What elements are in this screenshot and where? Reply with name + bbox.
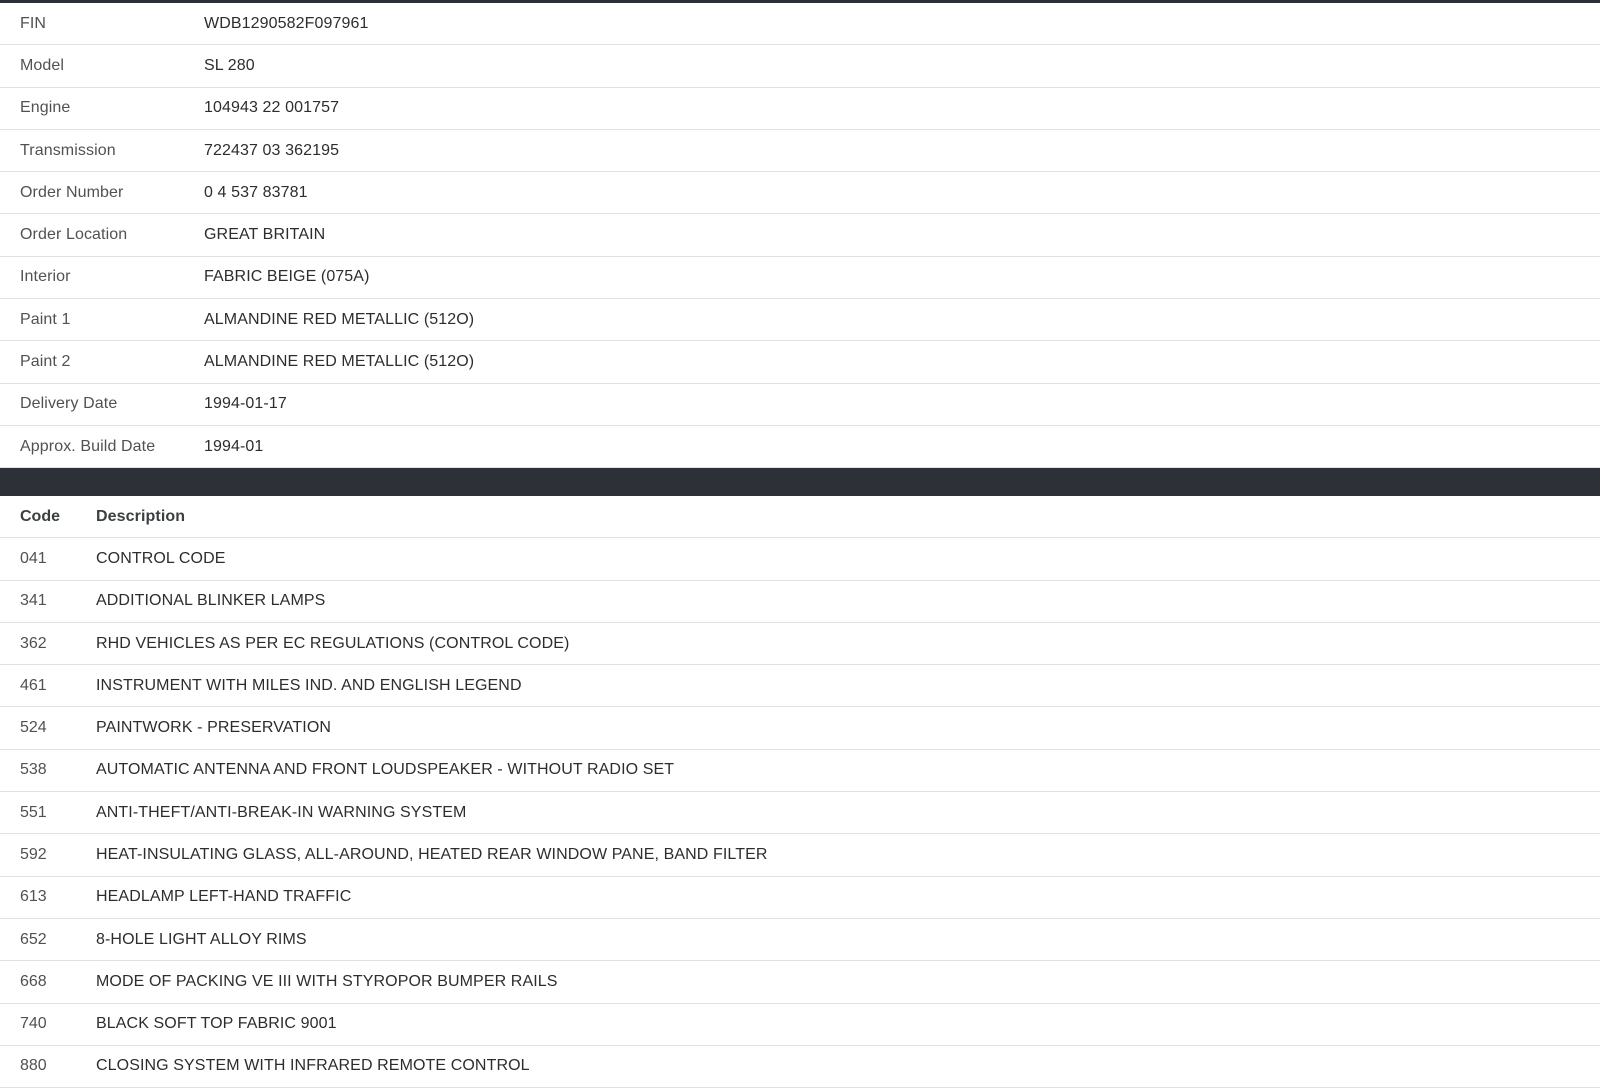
option-code-row xyxy=(0,877,1600,919)
option-description: ADDITIONAL BLINKER LAMPS xyxy=(96,592,326,610)
option-code: 362 xyxy=(20,634,47,652)
field-value: GREAT BRITAIN xyxy=(204,226,326,244)
vehicle-info-row xyxy=(0,384,1600,426)
option-description: PAINTWORK - PRESERVATION xyxy=(96,719,332,737)
option-description: CONTROL CODE xyxy=(96,549,226,567)
field-value: ALMANDINE RED METALLIC (512O) xyxy=(204,310,475,328)
option-description: RHD VEHICLES AS PER EC REGULATIONS (CONTROL CODE) xyxy=(96,634,570,652)
field-value: 104943 22 001757 xyxy=(204,99,340,117)
option-code-row xyxy=(0,665,1600,707)
option-code-row xyxy=(0,538,1600,580)
vehicle-info-row xyxy=(0,341,1600,383)
option-description: 8-HOLE LIGHT ALLOY RIMS xyxy=(96,930,307,948)
option-code-row xyxy=(0,834,1600,876)
option-code-row xyxy=(0,581,1600,623)
option-codes-header-row xyxy=(0,496,1600,538)
vehicle-info-table xyxy=(0,3,1600,468)
option-code: 592 xyxy=(20,845,47,863)
vehicle-info-row xyxy=(0,130,1600,172)
option-code-row xyxy=(0,792,1600,834)
field-value: SL 280 xyxy=(204,56,255,74)
option-description: BLACK SOFT TOP FABRIC 9001 xyxy=(96,1015,337,1033)
vehicle-info-row xyxy=(0,172,1600,214)
option-code-row xyxy=(0,707,1600,749)
option-description: ANTI-THEFT/ANTI-BREAK-IN WARNING SYSTEM xyxy=(96,803,467,821)
field-value: WDB1290582F097961 xyxy=(204,14,369,32)
option-code-row xyxy=(0,919,1600,961)
option-code: 652 xyxy=(20,930,47,948)
option-code: 551 xyxy=(20,803,47,821)
vehicle-info-row xyxy=(0,214,1600,256)
option-code-row xyxy=(0,1004,1600,1046)
vehicle-info-row xyxy=(0,3,1600,45)
field-label: Order Number xyxy=(20,183,124,201)
field-label: Paint 2 xyxy=(20,353,71,371)
vehicle-info-row xyxy=(0,257,1600,299)
option-description: INSTRUMENT WITH MILES IND. AND ENGLISH LEGEND xyxy=(96,676,522,694)
field-value: 722437 03 362195 xyxy=(204,141,340,159)
option-code-row xyxy=(0,1046,1600,1088)
vehicle-info-row xyxy=(0,45,1600,87)
option-code: 538 xyxy=(20,761,47,779)
option-code-row xyxy=(0,750,1600,792)
vehicle-info-row xyxy=(0,426,1600,468)
description-column-header: Description xyxy=(96,507,186,525)
option-description: HEAT-INSULATING GLASS, ALL-AROUND, HEATED REAR WINDOW PANE, BAND FILTER xyxy=(96,845,768,863)
field-label: Interior xyxy=(20,268,71,286)
option-code: 524 xyxy=(20,719,47,737)
vehicle-info-row xyxy=(0,88,1600,130)
option-code: 341 xyxy=(20,592,47,610)
option-code: 461 xyxy=(20,676,47,694)
option-description: HEADLAMP LEFT-HAND TRAFFIC xyxy=(96,888,352,906)
field-value: 1994-01-17 xyxy=(204,395,287,413)
option-code: 740 xyxy=(20,1015,47,1033)
field-value: 1994-01 xyxy=(204,437,264,455)
field-label: Transmission xyxy=(20,141,116,159)
option-codes-table xyxy=(0,496,1600,1088)
field-label: Engine xyxy=(20,99,71,117)
section-divider-bar xyxy=(0,468,1600,496)
field-label: Paint 1 xyxy=(20,310,71,328)
code-column-header: Code xyxy=(20,507,60,525)
option-code-row xyxy=(0,961,1600,1003)
option-code: 041 xyxy=(20,549,47,567)
option-code: 880 xyxy=(20,1057,47,1075)
field-value: FABRIC BEIGE (075A) xyxy=(204,268,370,286)
field-label: Model xyxy=(20,56,65,74)
vehicle-info-row xyxy=(0,299,1600,341)
option-description: MODE OF PACKING VE III WITH STYROPOR BUMPER RAILS xyxy=(96,972,558,990)
option-description: CLOSING SYSTEM WITH INFRARED REMOTE CONTROL xyxy=(96,1057,530,1075)
option-code: 613 xyxy=(20,888,47,906)
field-label: FIN xyxy=(20,14,47,32)
field-value: 0 4 537 83781 xyxy=(204,183,308,201)
field-label: Delivery Date xyxy=(20,395,118,413)
option-description: AUTOMATIC ANTENNA AND FRONT LOUDSPEAKER - WITHOUT RADIO SET xyxy=(96,761,675,779)
option-code: 668 xyxy=(20,972,47,990)
field-value: ALMANDINE RED METALLIC (512O) xyxy=(204,353,475,371)
option-code-row xyxy=(0,623,1600,665)
field-label: Approx. Build Date xyxy=(20,437,156,455)
field-label: Order Location xyxy=(20,226,128,244)
